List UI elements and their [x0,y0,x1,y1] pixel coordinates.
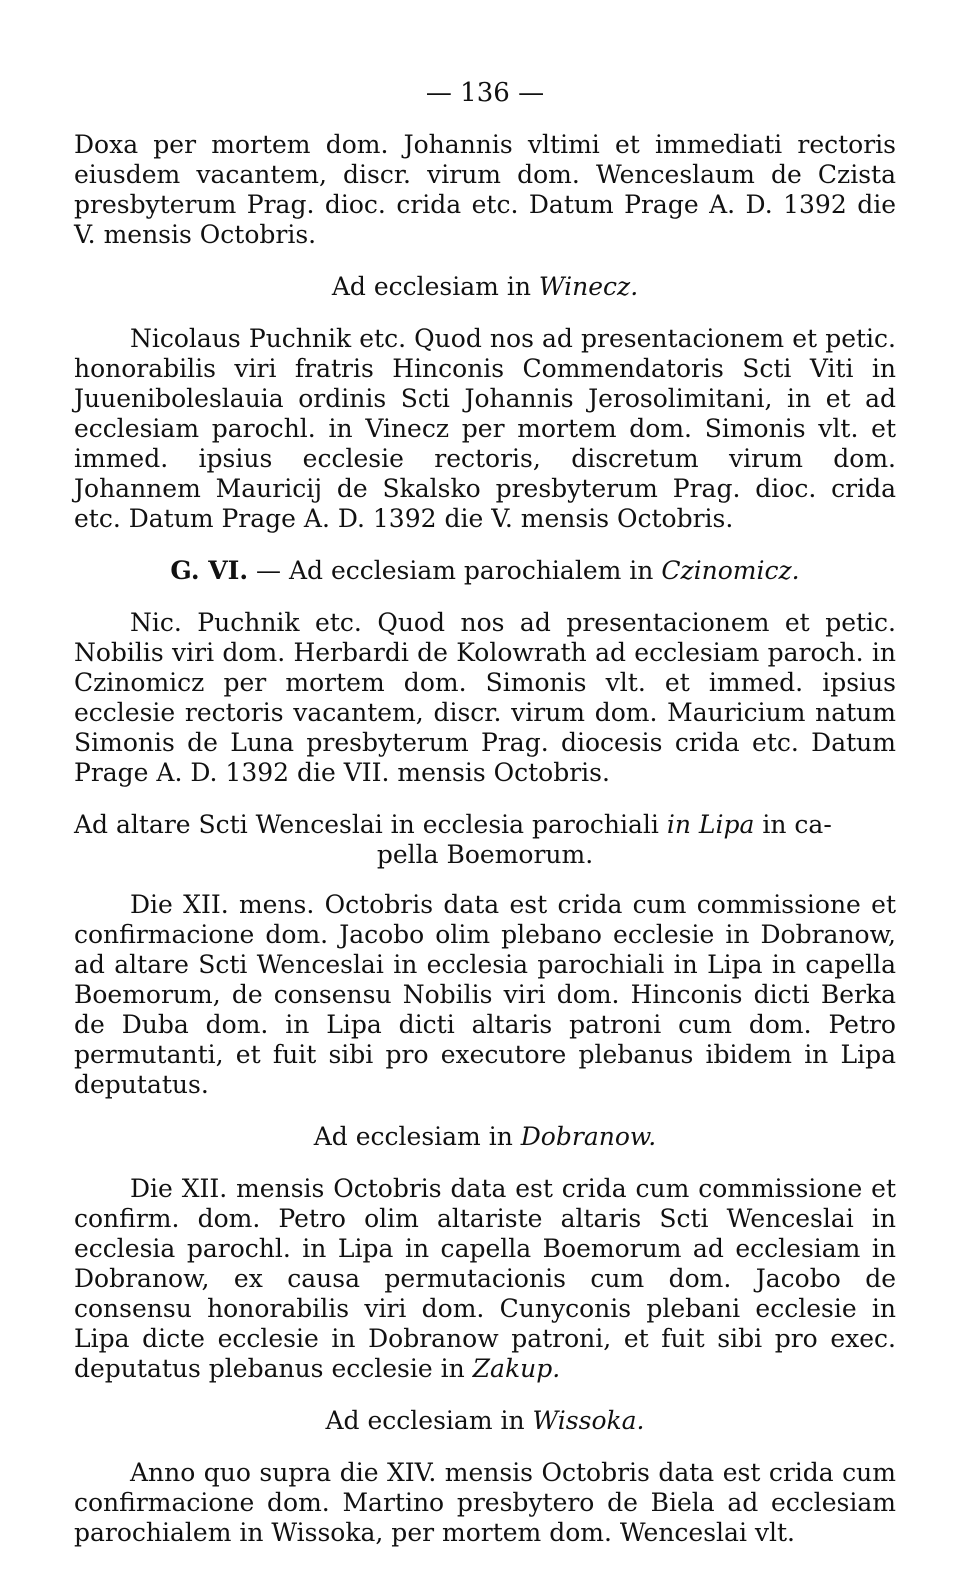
section-heading-lipa [74,810,896,870]
paragraph-lipa: Die XII. mens. Octobris data est crida cum commissione et confirmacione dom. Jacobo olim plebano ecclesie in Dobranow, ad altare Scti Wenceslai in ecclesia parochiali in Lipa in capella Boemorum, de consensu Nobilis viri dom. Hinconis dicti Berka de Duba dom. in Lipa dicti altaris patroni cum dom. Petro permutanti, et fuit sibi pro executore plebanus ibidem in Lipa deputatus. [74,890,896,1099]
heading-in: in [666,810,691,839]
heading-prefix: Ad ecclesiam in [325,1406,533,1435]
heading-place: Czinomicz. [661,556,800,585]
heading-place: Dobranow. [520,1122,657,1151]
heading-place: Winecz. [538,272,639,301]
section-heading-czinomicz [74,556,896,586]
page-number: — 136 — [425,78,545,108]
paragraph-wissoka: Anno quo supra die XIV. mensis Octobris data est crida cum confirmacione dom. Martino presbytero de Biela ad ecclesiam parochialem in Wissoka, per mortem dom. Wenceslai vlt. [74,1458,896,1547]
document-page [74,78,896,1570]
paragraph-place: Zakup. [472,1354,561,1383]
heading-prefix: Ad ecclesiam in [313,1122,521,1151]
heading-prefix: Ad ecclesiam in [331,272,539,301]
heading-suffix: in ca- [754,810,832,839]
paragraph-doxa: Doxa per mortem dom. Johannis vltimi et immediati rectoris eiusdem vacantem, discr. virum dom. Wenceslaum de Czista presbyterum Prag. dioc. crida etc. Datum Prage A. D. 1392 die V. mensis Octobris. [74,130,896,249]
paragraph-text: Die XII. mensis Octobris data est crida cum commissione et confirm. dom. Petro olim altariste altaris Scti Wenceslai in ecclesia parochl. in Lipa in capella Boemorum ad ecclesiam in Dobranow, ex causa permutacionis cum dom. Jacobo de consensu honorabilis viri dom. Cunyconis plebani ecclesie in Lipa dicte ecclesie in Dobranow patroni, et fuit sibi pro exec. deputatus plebanus ecclesie in [74,1174,896,1383]
heading-tag: G. VI. [170,556,249,585]
section-heading-wissoka [74,1406,896,1436]
heading-line2: pella Boemorum. [376,840,594,869]
paragraph-winecz: Nicolaus Puchnik etc. Quod nos ad presentacionem et petic. honorabilis viri fratris Hinconis Commendatoris Scti Viti in Juueniboleslauia ordinis Scti Johannis Jerosolimitani, in et ad ecclesiam parochl. in Vinecz per mortem dom. Simonis vlt. et immed. ipsius ecclesie rectoris, discretum virum dom. Johannem Mauricij de Skalsko presbyterum Prag. dioc. crida etc. Datum Prage A. D. 1392 die V. mensis Octobris. [74,324,896,533]
paragraph-dobranow [74,1174,896,1384]
heading-place: Wissoka. [532,1406,645,1435]
heading-prefix: Ad altare Scti Wenceslai in ecclesia parochiali [74,810,667,839]
heading-place: Lipa [698,810,755,839]
heading-prefix: — Ad ecclesiam parochialem in [248,556,662,585]
paragraph-czinomicz: Nic. Puchnik etc. Quod nos ad presentacionem et petic. Nobilis viri dom. Herbardi de Kolowrath ad ecclesiam paroch. in Czinomicz per mortem dom. Simonis vlt. et immed. ipsius ecclesie rectoris vacantem, discr. virum dom. Mauricium natum Simonis de Luna presbyterum Prag. diocesis crida etc. Datum Prage A. D. 1392 die VII. mensis Octobris. [74,608,896,787]
section-heading-winecz [74,272,896,302]
section-heading-dobranow [74,1122,896,1152]
